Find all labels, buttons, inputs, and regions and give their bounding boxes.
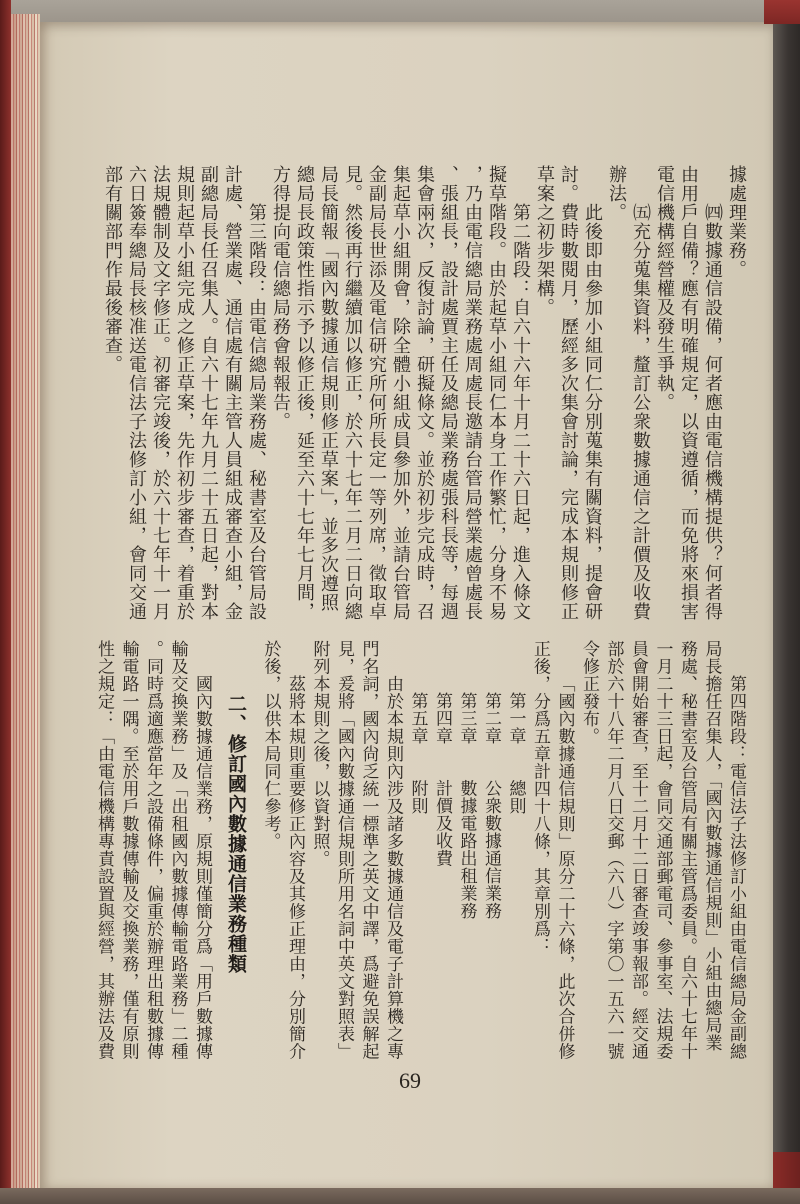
text-column: 局長擔任召集人，「國內數據通信規則」小組由總局業: [701, 640, 722, 1052]
text-column: 集起草小組開會，除全體小組成員參加外，並請台管局: [390, 165, 411, 621]
text-column: 輸電路一隅。至於用戶數據傳輸及交換業務，僅有原則: [118, 640, 139, 1060]
chapter-entry: [454, 640, 479, 1060]
chapter-title: 總則: [505, 779, 526, 815]
text-column: 令修正發布。: [579, 640, 599, 745]
text-column: 金副局長世添及電信研究所何所長定一等列席，徵取卓: [366, 165, 387, 621]
text-column: 正後，分爲五章計四十八條，其章別爲：: [530, 640, 550, 955]
chapter-entry: [503, 640, 528, 1060]
text-column: 員會開始審查，至十二月十二日審查竣事報部。經交通: [628, 640, 648, 1060]
text-column: 由於本規則內涉及諸多數據通信及電子計算機之專: [383, 675, 403, 1060]
text-column: 於後，以供本局同仁參考。: [260, 640, 281, 850]
chapter-number: 第三章: [456, 692, 477, 745]
text-column: ㈤充分蒐集資料，釐訂公衆數據通信之計價及收費: [630, 203, 651, 621]
text-column: 總局長政策性指示予以修正後，延至六十七年七月間，: [294, 165, 315, 621]
text-column: 此後即由參加小組同仁分別蒐集有關資料，提會研: [582, 203, 603, 621]
chapter-title: 公衆數據通信業務: [481, 779, 501, 920]
page-stack-right: [773, 0, 800, 1204]
page-edges-left: [11, 14, 40, 1192]
lower-text-block: [91, 640, 748, 1060]
chapter-title: 數據電路出租業務: [456, 779, 477, 920]
chapter-title: 計價及收費: [432, 779, 452, 867]
text-column: 國內數據通信業務，原規則僅簡分爲「用戶數據傳: [192, 675, 212, 1060]
text-column: 集會兩次，反復討論，研擬條文。並於初步完成時，召: [414, 165, 435, 621]
page-number: 69: [399, 1068, 421, 1093]
chapter-number: 第四章: [432, 692, 452, 745]
text-column: 草案之初步架構。: [534, 165, 555, 317]
text-column: 輸及交換業務」及「出租國內數據傳輸電路業務」二種: [167, 640, 188, 1060]
text-column: 電信機構經營權及發生爭執。: [654, 165, 675, 412]
text-column: 方得提向電信總局務會報報告。: [270, 165, 291, 431]
text-column: 務處、秘書室及台管局有關主管爲委員。自六十七年十: [677, 640, 697, 1060]
text-column: 見。然後再行繼續加以修正，於六十七年二月二日向總: [342, 165, 363, 621]
chapter-entry: [479, 640, 504, 1060]
text-column: 計處、營業處、通信處有關主管人員組成審查小組，金: [222, 165, 243, 621]
chapter-number: 第五章: [407, 692, 428, 745]
chapter-title: 附則: [407, 779, 428, 815]
chapter-entry: [405, 640, 430, 1060]
text-column: 規則起草小組完成之修正草案，先作初步審查，着重於: [174, 165, 195, 621]
chapter-number: 第二章: [481, 692, 501, 745]
text-column: 據處理業務。: [726, 165, 747, 279]
text-column: 討。費時數閱月，歷經多次集會討論，完成本規則修正: [558, 165, 579, 621]
chapter-number: 第一章: [505, 692, 526, 745]
text-column: 茲將本規則重要修正內容及其修正理由，分別簡介: [285, 675, 305, 1060]
text-column: 第三階段：由電信總局業務處、秘書室及台管局設: [246, 203, 267, 621]
section-heading: 二、修訂國內數據通信業務種類: [225, 694, 247, 974]
text-column: 六日簽奉總局長核准送電信法子法修訂小組，會同交通: [126, 165, 147, 621]
text-column: 性之規定：「由電信機構專責設置與經營，其辦法及費: [94, 640, 114, 1060]
text-column: 辦法。: [606, 165, 627, 222]
text-column: ，乃由電信總局業務處周處長邀請台管局營業處曾處長: [462, 165, 483, 621]
text-column: 部有關部門作最後審查。: [102, 165, 123, 374]
text-column: 第四階段：電信法子法修訂小組由電信總局金副總: [726, 675, 746, 1060]
text-column: 擬草階段。由於起草小組同仁本身工作繁忙，分身不易: [486, 165, 507, 621]
background-top: [0, 0, 800, 24]
text-column: 見，爰將「國內數據通信規則所用名詞中英文對照表」: [334, 640, 354, 1060]
background-bottom: [0, 1188, 800, 1204]
text-column: 由用戶自備？應有明確規定，以資遵循，而免將來損害: [678, 165, 699, 621]
upper-text-block: [100, 165, 748, 621]
book-cover-corner-top: [764, 0, 800, 24]
text-column: 副總局長任召集人。自六十七年九月二十五日起，對本: [198, 165, 219, 621]
text-column: 、張組長，設計處賈主任及總局業務處張科長等，每週: [438, 165, 459, 621]
text-column: 法規體制及文字修正。初審完竣後，於六十七年十一月: [150, 165, 171, 621]
text-column: 「國內數據通信規則」原分二十六條，此次合併修: [554, 675, 575, 1060]
text-column: 部於六十八年二月八日交郵（六八）字第〇一五六一號: [603, 640, 624, 1060]
text-column: ㈣數據通信設備，何者應由電信機構提供？何者得: [702, 203, 723, 621]
text-column: 。同時爲適應當年之設備條件，偏重於辦理出租數據傳: [143, 640, 163, 1060]
text-column: 第二階段：自六十六年十月二十六日起，進入條文: [510, 203, 531, 621]
book-cover-left: [0, 0, 11, 1204]
chapter-entry: [430, 640, 455, 1060]
text-column: 附列本規則之後，以資對照。: [309, 640, 330, 868]
text-column: 門名詞，國內尙乏統一標準之英文中譯，爲避免誤解起: [358, 640, 379, 1060]
text-column: 一月二十三日起，會同交通部郵電司、參事室、法規委: [652, 640, 673, 1060]
text-column: 局長簡報「國內數據通信規則修正草案」，並多次遵照: [318, 165, 339, 612]
